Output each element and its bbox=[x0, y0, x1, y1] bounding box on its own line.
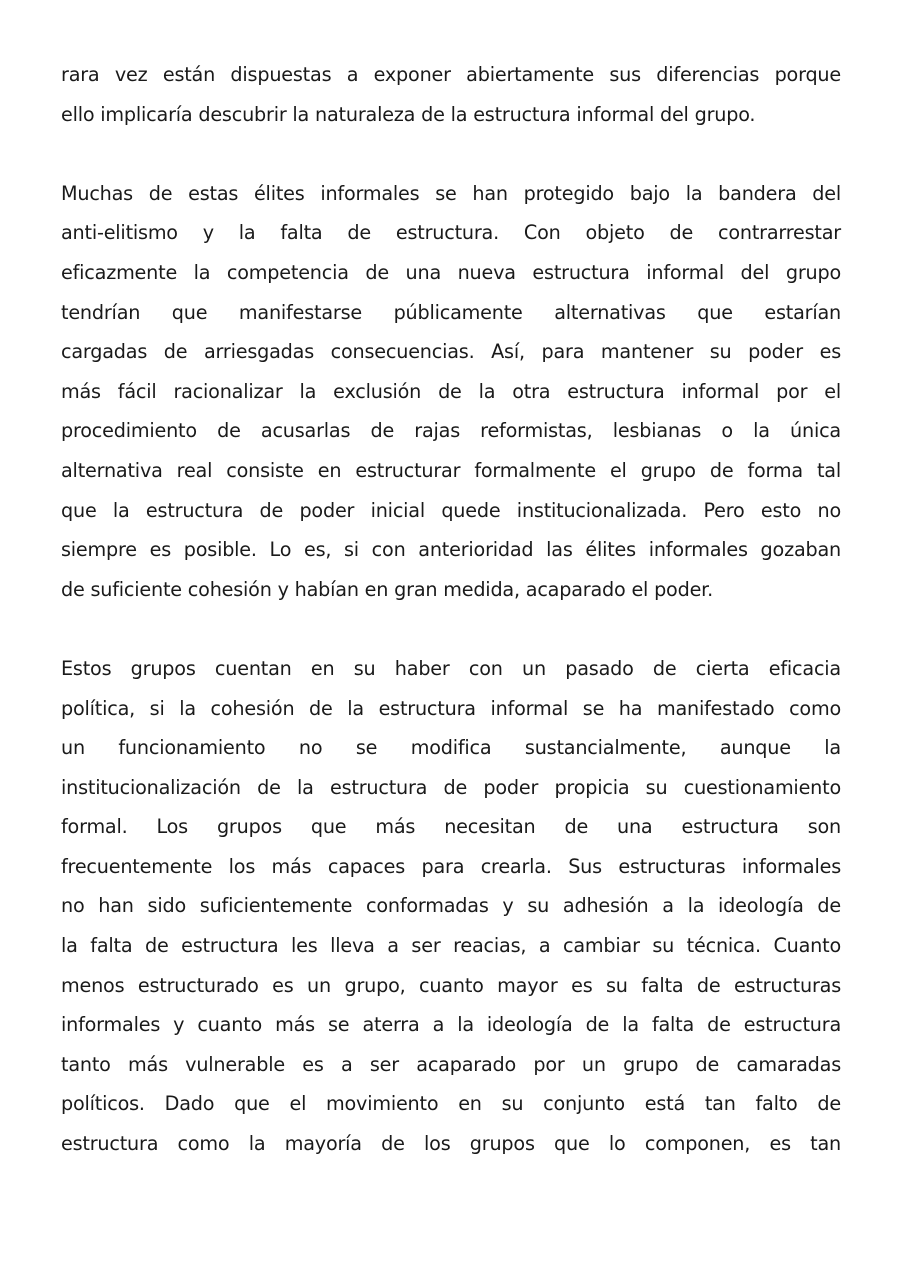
text-line: estructura como la mayoría de los grupos que lo componen, es tan bbox=[61, 1132, 841, 1156]
text-line: procedimiento de acusarlas de rajas reformistas, lesbianas o la única bbox=[61, 419, 841, 443]
text-line: Estos grupos cuentan en su haber con un pasado de cierta eficacia bbox=[61, 656, 841, 680]
text-line: Muchas de estas élites informales se han protegido bajo la bandera del bbox=[61, 181, 841, 205]
text-line: anti-elitismo y la falta de estructura. Con objeto de contrarrestar bbox=[61, 221, 841, 245]
text-line: alternativa real consiste en estructurar formalmente el grupo de forma tal bbox=[61, 458, 841, 482]
text-line: formal. Los grupos que más necesitan de una estructura son bbox=[61, 815, 841, 839]
paragraph-1 bbox=[61, 55, 841, 134]
text-line: un funcionamiento no se modifica sustancialmente, aunque la bbox=[61, 736, 841, 760]
text-line: la falta de estructura les lleva a ser reacias, a cambiar su técnica. Cuanto bbox=[61, 934, 841, 958]
text-line: tanto más vulnerable es a ser acaparado por un grupo de camaradas bbox=[61, 1052, 841, 1076]
text-line: eficazmente la competencia de una nueva estructura informal del grupo bbox=[61, 260, 841, 284]
document-page bbox=[61, 55, 841, 1164]
text-line: frecuentemente los más capaces para crearla. Sus estructuras informales bbox=[61, 854, 841, 878]
text-line: menos estructurado es un grupo, cuanto mayor es su falta de estructuras bbox=[61, 973, 841, 997]
text-line: siempre es posible. Lo es, si con anterioridad las élites informales gozaban bbox=[61, 538, 841, 562]
text-line: que la estructura de poder inicial quede institucionalizada. Pero esto no bbox=[61, 498, 841, 522]
text-line: rara vez están dispuestas a exponer abiertamente sus diferencias porque bbox=[61, 63, 841, 86]
text-line: ello implicaría descubrir la naturaleza de la estructura informal del grupo. bbox=[61, 102, 756, 126]
text-line: informales y cuanto más se aterra a la ideología de la falta de estructura bbox=[61, 1013, 841, 1037]
paragraph-3 bbox=[61, 649, 841, 1164]
paragraph-2 bbox=[61, 174, 841, 610]
text-line: política, si la cohesión de la estructura informal se ha manifestado como bbox=[61, 696, 841, 720]
text-line: políticos. Dado que el movimiento en su conjunto está tan falto de bbox=[61, 1092, 841, 1116]
text-line: de suficiente cohesión y habían en gran medida, acaparado el poder. bbox=[61, 577, 714, 601]
text-line: más fácil racionalizar la exclusión de la otra estructura informal por el bbox=[61, 379, 841, 403]
text-line: tendrían que manifestarse públicamente alternativas que estarían bbox=[61, 300, 841, 324]
text-line: institucionalización de la estructura de poder propicia su cuestionamiento bbox=[61, 775, 841, 799]
text-line: cargadas de arriesgadas consecuencias. Así, para mantener su poder es bbox=[61, 340, 841, 364]
text-line: no han sido suficientemente conformadas y su adhesión a la ideología de bbox=[61, 894, 841, 918]
